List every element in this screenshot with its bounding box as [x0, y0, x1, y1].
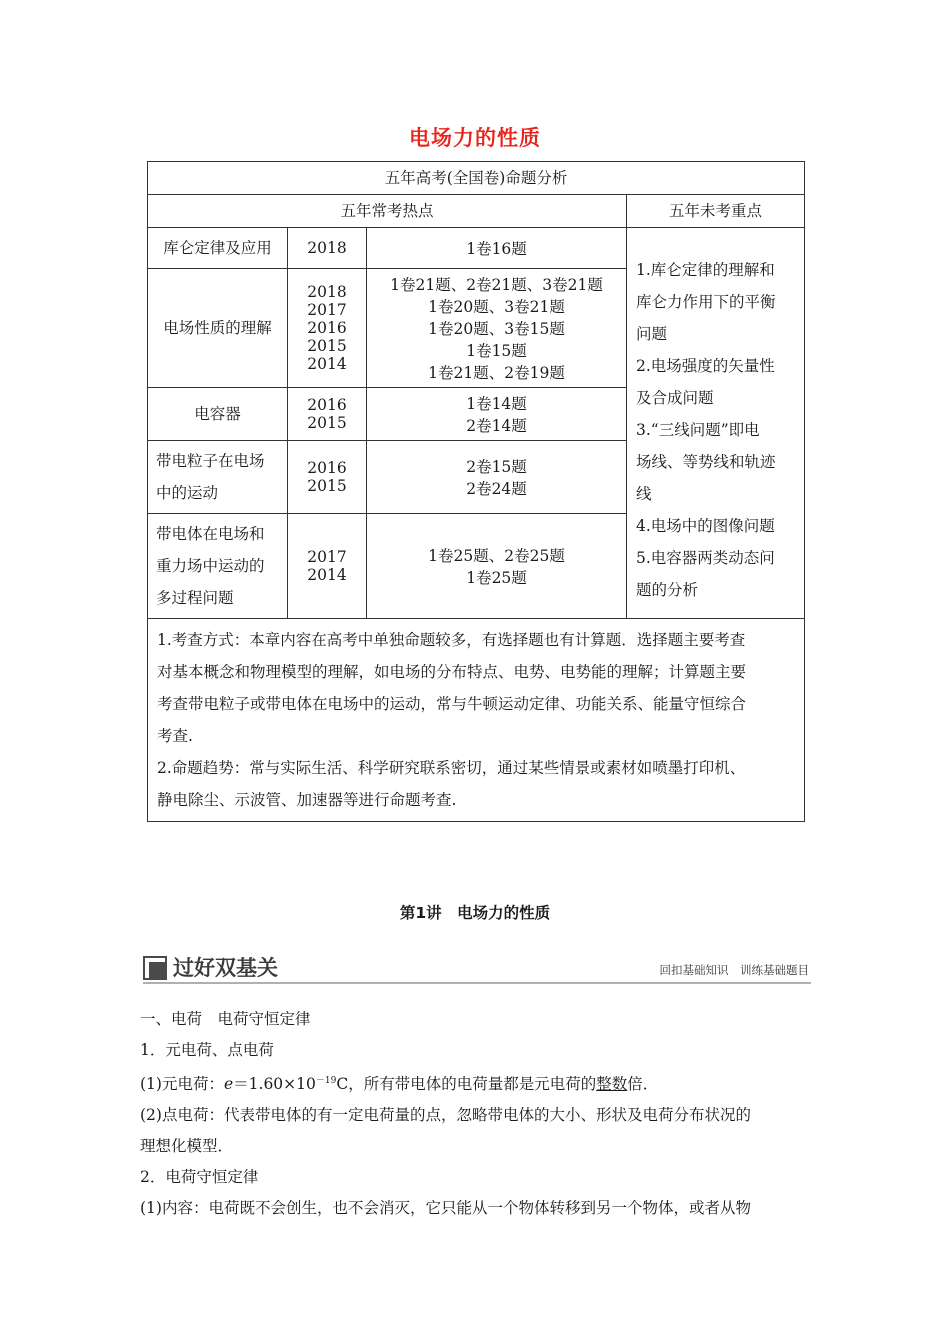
column-hot-topics: 五年常考热点 — [148, 195, 627, 228]
column-unexamined: 五年未考重点 — [627, 195, 805, 228]
topic-charged-particle: 带电粒子在电场 中的运动 — [148, 441, 288, 514]
years-cell: 2018 — [288, 228, 367, 269]
lecture-title: 第1讲 电场力的性质 — [399, 904, 551, 922]
section-banner — [143, 950, 811, 984]
papers-cell: 1卷25题、2卷25题 1卷25题 — [367, 514, 627, 619]
topic-capacitor: 电容器 — [148, 388, 288, 441]
table-header: 五年高考(全国卷)命题分析 — [148, 162, 805, 195]
paragraph-conservation: (1)内容：电荷既不会创生，也不会消灭，它只能从一个物体转移到另一个物体，或者从物 — [140, 1199, 751, 1218]
banner-title: 过好双基关 — [173, 956, 278, 980]
exam-analysis-table — [147, 161, 805, 822]
years-cell: 2018 2017 2016 2015 2014 — [288, 269, 367, 388]
papers-cell: 1卷14题 2卷14题 — [367, 388, 627, 441]
years-cell: 2016 2015 — [288, 441, 367, 514]
topic-field-properties: 电场性质的理解 — [148, 269, 288, 388]
paragraph-point-charge: (2)点电荷：代表带电体的有一定电荷量的点，忽略带电体的大小、形状及电荷分布状况的 理想化模型． — [140, 1106, 751, 1156]
papers-cell: 1卷21题、2卷21题、3卷21题 1卷20题、3卷21题 1卷20题、3卷15题 1卷15题 1卷21题、2卷19题 — [367, 269, 627, 388]
page-title: 电场力的性质 — [409, 126, 541, 150]
banner-subtitle: 回扣基础知识 训练基础题目 — [659, 963, 809, 977]
body-content — [140, 1004, 812, 1224]
section-heading: 一、电荷 电荷守恒定律 — [140, 1010, 311, 1028]
exam-notes: 1.考查方式：本章内容在高考中单独命题较多，有选择题也有计算题．选择题主要考查 对基本概念和物理模型的理解，如电场的分布特点、电势、电势能的理解；计算题主要 考查带电粒子或带电体在电场中的运动，常与牛顿运动定律、功能关系、能量守恒综合 考查. 2.命题趋势：常与实际生活、科学研究联系密切，通过某些情景或素材如喷墨打印机、 静电除尘、示波管、加速器等进行命题考查. — [148, 619, 805, 822]
paragraph-elementary-charge: (1)元电荷：$e=1.60\times 10^{-19}C$，所有带电体的电荷量都是元电荷的整数倍． — [140, 1075, 659, 1094]
years-cell: 2017 2014 — [288, 514, 367, 619]
years-cell: 2016 2015 — [288, 388, 367, 441]
papers-cell: 1卷16题 — [367, 228, 627, 269]
item-heading: 1．元电荷、点电荷 — [140, 1041, 274, 1059]
item-heading: 2．电荷守恒定律 — [140, 1168, 259, 1187]
topic-coulomb: 库仑定律及应用 — [148, 228, 288, 269]
square-icon — [143, 956, 165, 978]
unexamined-points: 1.库仑定律的理解和 库仑力作用下的平衡 问题 2.电场强度的矢量性 及合成问题 3.“三线问题”即电 场线、等势线和轨迹 线 4.电场中的图像问题 5.电容器两类动态问 题的分析 — [627, 228, 805, 619]
papers-cell: 2卷15题 2卷24题 — [367, 441, 627, 514]
topic-multi-process: 带电体在电场和 重力场中运动的 多过程问题 — [148, 514, 288, 619]
